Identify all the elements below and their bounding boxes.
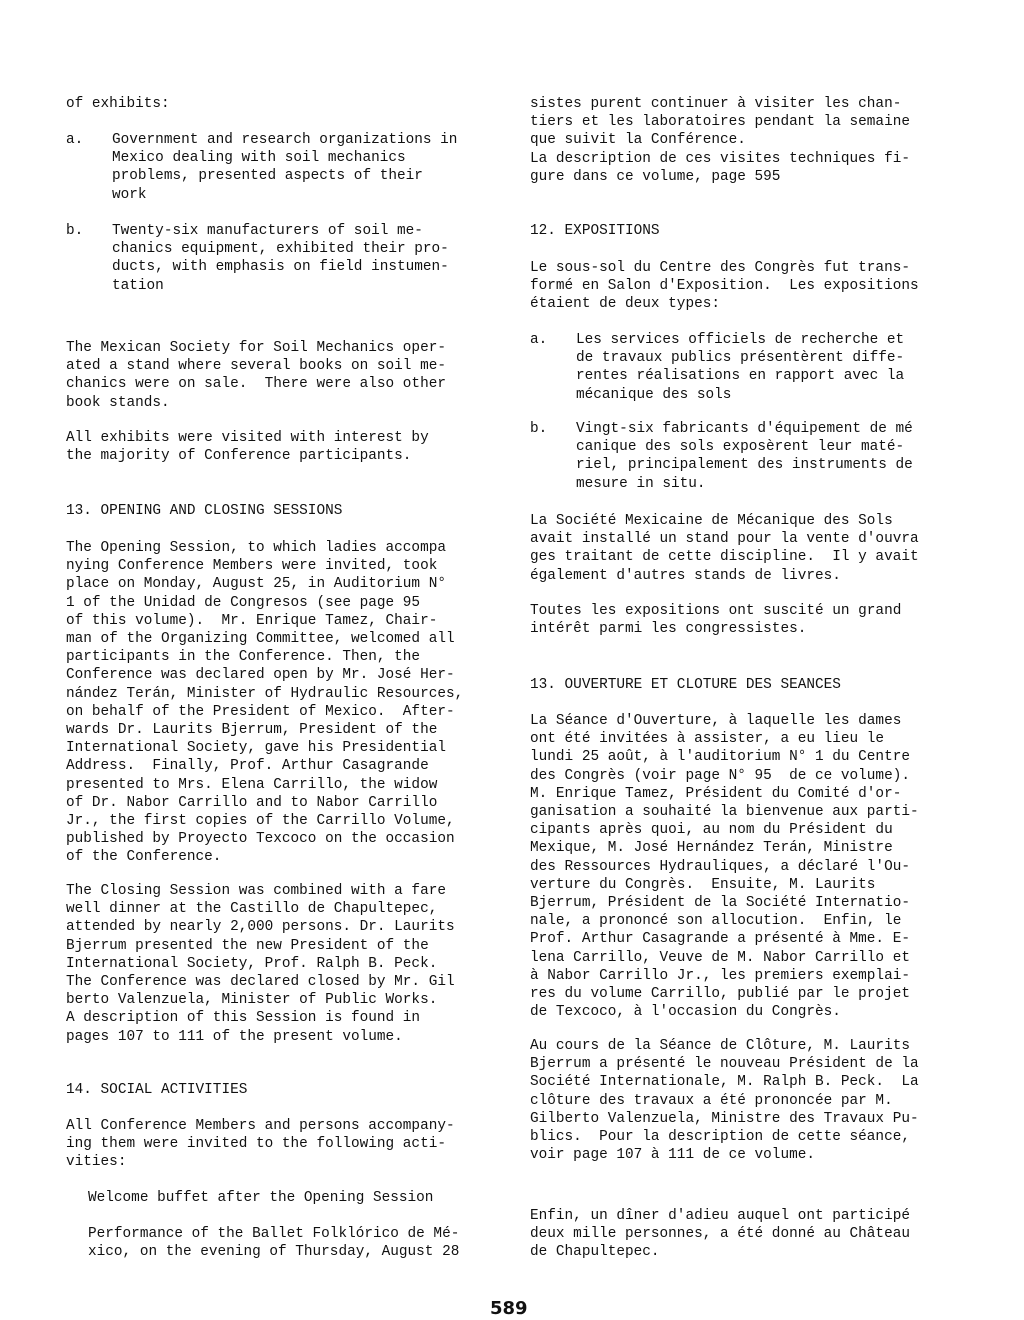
exhibits-intro: of exhibits: — [66, 96, 170, 112]
section-heading-12: 12. EXPOSITIONS — [530, 223, 660, 239]
section-heading-13: 13. OPENING AND CLOSING SESSIONS — [66, 503, 343, 519]
list-item-exposition-b — [530, 420, 960, 493]
paragraph-mexican-society: The Mexican Society for Soil Mechanics oper- ated a stand where several books on soil me- chanics were on sale. There were also other book stands. — [66, 340, 446, 411]
page-number: 589 — [490, 1298, 528, 1319]
activity-ballet-folklorico: Performance of the Ballet Folklórico de Mé- xico, on the evening of Thursday, August 28 — [88, 1226, 460, 1261]
activity-welcome-buffet: Welcome buffet after the Opening Session — [88, 1190, 434, 1206]
paragraph-seance-ouverture: La Séance d'Ouverture, à laquelle les dames ont été invitées à assister, a eu lieu le lundi 25 août, à l'auditorium N° 1 du Centre des Congrès (voir page N° 95 de ce volume). M. Enrique Tamez, Président du Comité d'or- ganisation a souhaité la bienvenue aux parti- cipants après quoi, au nom du Président du Mexique, M. José Hernández Terán, Ministre des Ressources Hydrauliques, a déclaré l'Ou- verture du Congrès. Ensuite, M. Laurits Bjerrum, Président de la Société Internatio- nale, a prononcé son allocution. Enfin, le Prof. Arthur Casagrande a présenté à Mme. E- lena Carrillo, Veuve de M. Nabor Carrillo et à Nabor Carrillo Jr., les premiers exemplai- res du volume Carrillo, publié par le projet de Texcoco, à l'occasion du Congrès. — [530, 713, 919, 1021]
paragraph-expositions: Le sous-sol du Centre des Congrès fut trans- formé en Salon d'Exposition. Les expositions étaient de deux types: — [530, 260, 919, 313]
list-item-text: Government and research organizations in Mexico dealing with soil mechanics problems, presented aspects of their work — [112, 132, 458, 203]
paragraph-opening-session: The Opening Session, to which ladies accompa nying Conference Members were invited, took place on Monday, August 25, in Auditorium N° 1 of the Unidad de Congresos (see page 95 of this volume). Mr. Enrique Tamez, Chair- man of the Organizing Committee, welcomed all participants in the Conference. Then, the Conference was declared open by Mr. José Her- nández Terán, Minister of Hydraulic Resources, on behalf of the President of Mexico. After- wards Dr. Laurits Bjerrum, President of the International Society, gave his Presidential Address. Finally, Prof. Arthur Casagrande presented to Mrs. Elena Carrillo, the widow of Dr. Nabor Carrillo and to Nabor Carrillo Jr., the first copies of the Carrillo Volume, published by Proyecto Texcoco on the occasion of the Conference. — [66, 540, 464, 866]
list-item-exhibit-b — [66, 222, 506, 295]
list-item-exposition-a — [530, 331, 960, 404]
list-item-text: Les services officiels de recherche et de travaux publics présentèrent diffe- rentes réalisations en rapport avec la mécanique des sols — [576, 332, 905, 403]
list-item-text: Twenty-six manufacturers of soil me- chanics equipment, exhibited their pro- ducts, with emphasis on field instumen- tation — [112, 223, 449, 294]
section-heading-13-fr: 13. OUVERTURE ET CLOTURE DES SEANCES — [530, 677, 841, 693]
list-marker: a. — [66, 132, 84, 148]
list-marker: b. — [66, 223, 84, 239]
paragraph-closing-session: The Closing Session was combined with a fare well dinner at the Castillo de Chapultepec, attended by nearly 2,000 persons. Dr. Laurits Bjerrum presented the new President of the International Society, Prof. Ralph B. Peck. The Conference was declared closed by Mr. Gil berto Valenzuela, Minister of Public Works. A description of this Session is found in pages 107 to 111 of the present volume. — [66, 883, 455, 1045]
list-marker: b. — [530, 421, 548, 437]
paragraph-toutes-expositions: Toutes les expositions ont suscité un grand intérêt parmi les congressistes. — [530, 603, 902, 638]
list-item-text: Vingt-six fabricants d'équipement de mé canique des sols exposèrent leur maté- riel, principalement des instruments de mesure in situ. — [576, 421, 913, 492]
paragraph-diner-adieu: Enfin, un dîner d'adieu auquel ont participé deux mille personnes, a été donné au Château de Chapultepec. — [530, 1208, 910, 1261]
list-marker: a. — [530, 332, 548, 348]
section-heading-14: 14. SOCIAL ACTIVITIES — [66, 1082, 248, 1098]
paragraph-visites: sistes purent continuer à visiter les chan- tiers et les laboratoires pendant la semaine que suivit la Conférence. La description de ces visites techniques fi- gure dans ce volume, page 595 — [530, 96, 910, 185]
paragraph-social-activities: All Conference Members and persons accompany- ing them were invited to the following acti- vities: — [66, 1118, 455, 1171]
paragraph-seance-cloture: Au cours de la Séance de Clôture, M. Laurits Bjerrum a présenté le nouveau Président de la Société Internationale, M. Ralph B. Peck. La clôture des travaux a été prononcée par M. Gilberto Valenzuela, Ministre des Travaux Pu- blics. Pour la description de cette séance, voir page 107 à 111 de ce volume. — [530, 1038, 919, 1164]
paragraph-societe-mexicaine: La Société Mexicaine de Mécanique des Sols avait installé un stand pour la vente d'ouvra ges traitant de cette discipline. Il y avait également d'autres stands de livres. — [530, 513, 919, 584]
list-item-exhibit-a — [66, 131, 506, 204]
paragraph-exhibits-visited: All exhibits were visited with interest by the majority of Conference participants. — [66, 430, 429, 465]
